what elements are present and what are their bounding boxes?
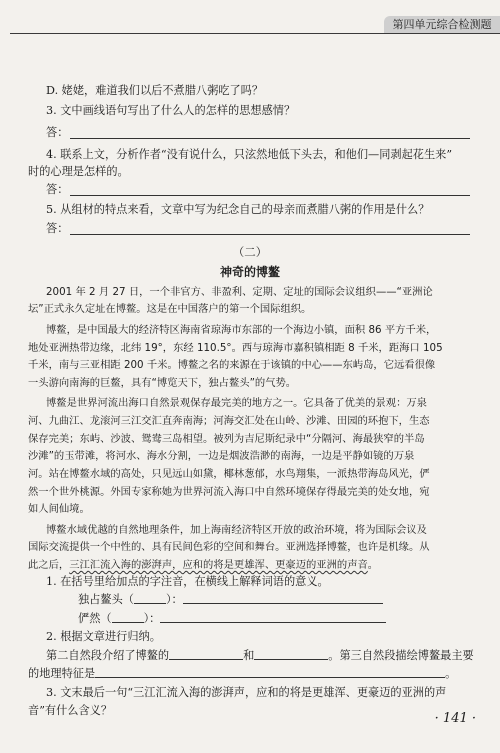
para4-line3 [28, 555, 378, 575]
para3-line5: 河。站在博鳌水域的高处，只见远山如黛，椰林葱郁，水鸟翔集，一派热带海岛风光，俨 [28, 468, 430, 480]
para4-line1: 博鳌水域优越的自然地理条件，加上海南经济特区开放的政治环境，将为国际会议及 [46, 524, 427, 536]
para2-line2: 地处亚洲热带边缘，北纬 19°，东经 110.5°。西与琼海市嘉积镇相距 8 千米，距海口 105 [28, 342, 443, 354]
unit-title: 第四单元综合检测题 [384, 16, 500, 33]
q2-blank-1[interactable] [169, 648, 243, 660]
q1-b-close: ）： [143, 612, 161, 625]
answer-line-5[interactable] [70, 234, 470, 235]
page-number: · 141 · [434, 711, 476, 726]
para4-end: 。 [367, 559, 379, 571]
answer-line-4[interactable] [70, 195, 470, 196]
q1-item-a [78, 592, 383, 608]
para3-line3: 保存完美；东屿、沙波、鸳鸯三岛相望。被列为吉尼斯纪录中“分隔河、海最狭窄的半岛 [28, 433, 425, 445]
q2-line1 [46, 648, 474, 664]
question-2-1: 1. 在括号里给加点的字注音，在横线上解释词语的意义。 [46, 575, 329, 588]
section-number: （二） [232, 245, 268, 259]
answer-line-3[interactable] [70, 138, 470, 139]
q1-a-close: ）： [165, 593, 183, 606]
para3-line1: 博鳌是世界河流出海口自然景观保存最完美的地方之一。它具备了优美的景观：万泉 [46, 397, 427, 409]
para4-lead: 此之后， [28, 559, 70, 571]
question-d-option: D. 姥姥，难道我们以后不煮腊八粥吃了吗？ [46, 84, 264, 97]
question-2-3-line2: 音”有什么含义？ [28, 704, 113, 717]
q1-a-word: 独占鳌头（ [78, 593, 134, 606]
q2-a2: 和 [243, 649, 255, 662]
para4-line2: 国际交流提供一个中性的、具有民间色彩的空间和舞台。亚洲选择博鳌，也许是机缘。从 [28, 541, 430, 553]
q2-a1: 第二自然段介绍了博鳌的 [46, 649, 170, 662]
q1-b-meaning-line[interactable] [160, 611, 386, 623]
para2-line1: 博鳌，是中国最大的经济特区海南省琼海市东部的一个海边小镇，面积 86 平方千米， [46, 324, 437, 336]
question-5: 5. 从组材的特点来看，文章中写为纪念自己的母亲而煮腊八粥的作用是什么？ [46, 203, 430, 216]
para2-line4: 一头游向南海的巨鳌，具有“博览天下，独占鳌头”的气势。 [28, 377, 297, 389]
q2-blank-3[interactable] [95, 666, 445, 678]
q2-line2 [28, 666, 456, 682]
q1-a-pinyin-blank[interactable] [134, 592, 166, 604]
q2-b-end: 。 [445, 667, 457, 680]
question-3: 3. 文中画线语句写出了什么人的怎样的思想感情？ [46, 104, 296, 117]
header-rule [10, 33, 500, 34]
question-4-line1: 4. 联系上文，分析作者“没有说什么，只泫然地低下头去，和他们—同剥起花生来” [46, 148, 453, 161]
para1-line1: 2001 年 2 月 27 日，一个非官方、非盈利、定期、定址的国际会议组织——“亚洲论 [46, 286, 433, 298]
question-2-2: 2. 根据文章进行归纳。 [46, 630, 161, 643]
para1-line2: 坛”正式永久定址在博鳌。这是在中国落户的第一个国际组织。 [28, 303, 312, 315]
page-header [0, 0, 500, 40]
q1-a-meaning-line[interactable] [183, 592, 383, 604]
question-4-line2: 时的心理是怎样的。 [28, 165, 129, 178]
marked-sentence: 三江汇流入海的澎湃声，应和的将是更雄浑、更豪迈的亚洲的声音 [69, 559, 368, 571]
q1-item-b [78, 611, 386, 627]
para3-line4: 沙滩”的玉带滩，将河水、海水分割，一边是烟波浩渺的南海，一边是平静如镜的万泉 [28, 450, 415, 462]
q1-b-pinyin-blank[interactable] [112, 611, 144, 623]
para2-line3: 千米，南与三亚相距 200 千米。博鳌之名的来源在于该镇的中心——东屿岛，它远看很像 [28, 359, 436, 371]
q2-blank-2[interactable] [254, 648, 328, 660]
q2-b1: 的地理特征是 [28, 667, 96, 680]
para3-line6: 然一个世外桃源。外国专家称她为世界河流入海口中自然环境保存得最完美的处女地，宛 [28, 486, 430, 498]
q2-a3: 。第三自然段描绘博鳌最主要 [328, 649, 474, 662]
question-2-3-line1: 3. 文末最后一句“三江汇流入海的澎湃声，应和的将是更雄浑、更豪迈的亚洲的声 [46, 686, 447, 699]
answer-label-4: 答： [46, 183, 69, 196]
article-title: 神奇的博鳌 [219, 265, 280, 279]
para3-line2: 河、九曲江、龙滚河三江交汇直奔南海；河海交汇处在山岭、沙滩、田园的环抱下，生态 [28, 415, 430, 427]
answer-label-5: 答： [46, 222, 69, 235]
q1-b-word: 俨然（ [78, 612, 112, 625]
para3-line7: 如人间仙境。 [28, 503, 90, 515]
answer-label-3: 答： [46, 126, 69, 139]
